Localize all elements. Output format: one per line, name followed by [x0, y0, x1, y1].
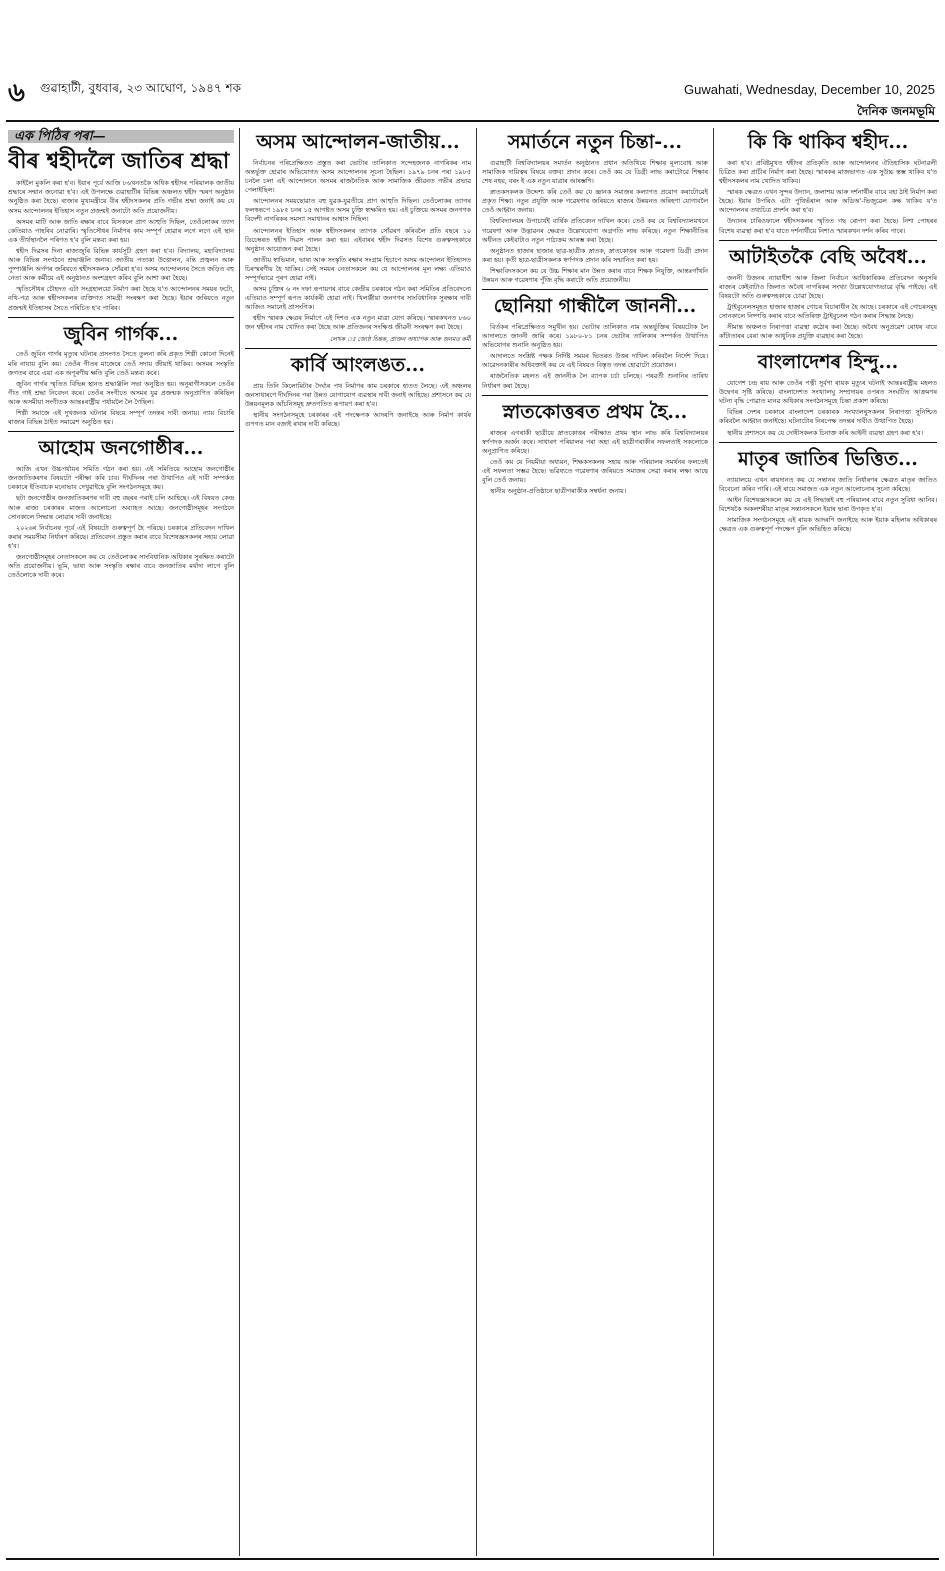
page-number: ৬ [8, 78, 25, 108]
paragraph: গুৱাহাটী বিশ্ববিদ্যালয়ৰ সমাৰ্তন অনুষ্ঠানত প্ৰধান অতিথিয়ে শিক্ষাৰ মূল্যবোধ আৰু সামাজিক দায়িত্বৰ বিষয়ে বক্তব্য প্ৰদান কৰে। তেওঁ কয় যে ডিগ্ৰী লাভ কৰাটোৱে শিক্ষাৰ শেষ নহয়, বৰং ই এক নতুন যাত্ৰাৰ আৰম্ভণি। [482, 158, 708, 186]
column-divider [476, 128, 477, 1556]
article-zubeen-garg [8, 350, 234, 427]
author-byline: লেখক ঃ জ্যেষ্ঠ চিন্তক, প্ৰাক্তন অধ্যাপক আৰু জনমত কৰ্মী [330, 335, 471, 343]
headline-most-illegal: আটাইতকৈ বেছি অবৈধ... [729, 245, 927, 268]
paragraph: তেওঁ জুবিন গাৰ্গৰ মৃত্যুৰ ঘটনাৰ প্ৰসংগত সৈতে তুলনা কৰি প্ৰকৃত শিল্পী কোনো দিনেই মৰি নাযায় বুলি কয়। তেওঁৰ গীতৰ মাজেৰে তেওঁ সদায় জীয়াই থাকিব। অসমৰ সংস্কৃতি জগতৰ বাবে এয়া এক অপূৰণীয় ক্ষতি বুলি তেওঁ মন্তব্য কৰে। [8, 350, 234, 377]
paragraph: কৰা হ'ব। প্ৰবিষ্টমুখত শ্বহীদৰ প্ৰতিকৃতি আৰু আন্দোলনৰ ঐতিহাসিক ঘটনাৱলী চিত্ৰিত কৰা প্ৰাচীৰ নিৰ্মাণ কৰা হৈছে। স্মাৰকৰ মাজভাগত এক সুউচ্চ স্তম্ভ থাকিব য'ত শ্বহীদসকলৰ নাম খোদিত থাকিব। [719, 158, 937, 186]
article-assam-movement [245, 159, 471, 333]
headline-convocation: সমাৰ্তনে নতুন চিন্তা-... [507, 131, 683, 153]
headline-assam-movement: অসম আন্দোলন-জাতীয়... [256, 131, 460, 153]
paragraph: আইন বিশেষজ্ঞসকলে কয় যে এই সিদ্ধান্তই বহু পৰিয়ালৰ বাবে নতুন সুবিধা আনিব। বিশেষকৈ অকলশৰীয়া মাতৃৰ সন্তানসকলে ইয়াৰ দ্বাৰা উপকৃত হ'ব। [719, 495, 937, 513]
paragraph: জনগোষ্ঠীসমূহৰ নেতাসকলে কয় যে তেওঁলোকৰ সাংবিধানিক অধিকাৰ সুৰক্ষিত কৰাটো অতি প্ৰয়োজনীয়। ভূমি, ভাষা আৰু সংস্কৃতি ৰক্ষাৰ বাবে জনজাতিৰ মৰ্যাদা লাগে বুলি তেওঁলোকে দাবী কৰে। [8, 552, 234, 580]
article-mothers-caste [719, 476, 937, 535]
paragraph: উদ্যানৰ চাৰিওফালে শ্বহীদসকলৰ স্মৃতিত গছ ৰোপণ কৰা হৈছে। নিশা পোহৰৰ বিশেষ ব্যৱস্থা কৰা হ'ব যাতে দৰ্শনাৰ্থীয়ে নিশাও স্মাৰকখন দৰ্শন কৰিব পাৰে। [719, 217, 937, 235]
article-postgraduate-first [482, 429, 708, 497]
paragraph: নিৰ্বাচনৰ পৰিপ্ৰেক্ষিতত প্ৰস্তুত কৰা ভোটাৰ তালিকাত সন্দেহজনক নাগৰিকৰ নাম অন্তৰ্ভুক্ত হোৱাৰ অভিযোগত অসম আন্দোলনৰ সূচনা হৈছিল। ১৯৭৯ চনৰ পৰা ১৯৮৫ চনলৈ চলা এই আন্দোলনে অসমৰ ৰাজনৈতিক আৰু সামাজিক জীৱনত গভীৰ প্ৰভাৱ পেলাইছিল। [245, 158, 471, 195]
paragraph: অনুষ্ঠানত হাজাৰ হাজাৰ ছাত্ৰ-ছাত্ৰীক স্নাতক, স্নাতকোত্তৰ আৰু গৱেষণা ডিগ্ৰী প্ৰদান কৰা হয়। কৃতী ছাত্ৰ-ছাত্ৰীসকলক স্বৰ্ণপদক প্ৰদান কৰি সন্মানিত কৰা হয়। [482, 246, 708, 264]
header-rule [6, 120, 939, 122]
paragraph: শিল্পী সমাজে এই দুখজনক ঘটনাৰ বিষয়ে সম্পূৰ্ণ তদন্তৰ দাবী জনায়। ন্যায় বিচাৰি ৰাজ্যৰ বিভিন্ন ঠাইত সমাৱেশ অনুষ্ঠিত হয়। [8, 409, 234, 427]
paragraph: স্নাতকসকলক উদ্দেশ্য কৰি তেওঁ কয় যে জ্ঞানক সমাজৰ কল্যাণত প্ৰয়োগ কৰাটোৱেই প্ৰকৃত শিক্ষা। নতুন প্ৰযুক্তি আৰু গৱেষণাৰ জৰিয়তে ৰাজ্যৰ উন্নয়নত অৰিহণা যোগাবলৈ তেওঁ আহ্বান জনায়। [482, 188, 708, 215]
paragraph: তেওঁ কয় যে নিয়মীয়া অধ্যয়ন, শিক্ষকসকলৰ সহায় আৰু পৰিয়ালৰ সমৰ্থনৰ ফলতেই এই সফলতা সম্ভৱ হৈছে। ভৱিষ্যতে গৱেষণাৰ জৰিয়তে সমাজৰ সেৱা কৰাৰ লক্ষ্য আছে বুলি তেওঁ জনায়। [482, 457, 708, 485]
article-martyr-memorial-features [719, 159, 937, 236]
paragraph: অসমৰ মাটি আৰু জাতি ৰক্ষাৰ বাবে যিসকলে প্ৰাণ আহুতি দিছিল, তেওঁলোকৰ ত্যাগ কেতিয়াও পাহৰিব নোৱাৰি। স্মৃতিসৌধৰ নিৰ্মাণৰ কাম সম্পূৰ্ণ হোৱাৰ লগে লগে এই স্থান এক তীৰ্থস্থানলৈ পৰিণত হ'ব বুলি মন্তব্য কৰা হয়। [8, 217, 234, 244]
paragraph: বিশ্ববিদ্যালয়ৰ উপাচাৰ্যই বাৰ্ষিক প্ৰতিবেদন দাখিল কৰে। তেওঁ কয় যে বিশ্ববিদ্যালয়খনে গৱেষণা আৰু উদ্ভাৱনৰ ক্ষেত্ৰত উল্লেখযোগ্য অগ্ৰগতি লাভ কৰিছে। নতুন শিক্ষানীতিৰ অধীনত কেইবাটাও নতুন পাঠ্যক্ৰম আৰম্ভ কৰা হৈছে। [482, 217, 708, 244]
paragraph: আজি এখন উচ্চপৰ্যায়ৰ সমিতি গঠন কৰা হয়। এই সমিতিয়ে আহোম জনগোষ্ঠীৰ জনজাতিকৰণৰ বিষয়টো পৰীক্ষা কৰি চাব। দীৰ্ঘদিনৰ পৰা উত্থাপিত এই দাবী সম্পৰ্কত চৰকাৰে ইতিবাচক মনোভাব দেখুৱাইছে বুলি সংগঠনসমূহে কয়। [8, 465, 234, 492]
dateline-english: Guwahati, Wednesday, December 10, 2025 [684, 82, 935, 97]
divider [719, 240, 937, 241]
paragraph: স্মৃতিসৌধৰ চৌহদত এটা সংগ্ৰহালয়ো নিৰ্মাণ কৰা হৈছে য'ত আন্দোলনৰ সময়ৰ ফটো, নথি-পত্ৰ আৰু শ্বহীদসকলৰ ব্যক্তিগত সামগ্ৰী সংৰক্ষণ কৰা হৈছে। ইয়াৰ জৰিয়তে নতুন প্ৰজন্মই ইতিহাসৰ সৈতে পৰিচিত হ'ব পাৰিব। [8, 285, 234, 312]
divider [8, 317, 234, 318]
headline-mothers-caste: মাতৃৰ জাতিৰ ভিত্তিত... [738, 447, 918, 470]
paragraph: স্মাৰক ক্ষেত্ৰত এখন সুন্দৰ উদ্যান, জলাশয় আৰু দৰ্শনাৰ্থীৰ বাবে বহা ঠাই নিৰ্মাণ কৰা হৈছে। ইয়াৰ উপৰিও এটা পুথিভঁৰাল আৰু অডিঅ'-ভিজুৱেল কক্ষ থাকিব য'ত আন্দোলনৰ তথ্যচিত্ৰ প্ৰদৰ্শন কৰা হ'ব। [719, 188, 937, 215]
headline-martyrs-tribute: বীৰ শ্বহীদলৈ জাতিৰ শ্ৰদ্ধা [8, 148, 230, 175]
paragraph: প্ৰায় তিনি কিলোমিটাৰ দৈৰ্ঘ্যৰ পথ নিৰ্মাণৰ কাম চৰকাৰে হাতত লৈছে। এই অঞ্চলৰ জনসাধাৰণে দীৰ্ঘদিনৰ পৰা উন্নত যোগাযোগ ব্যৱস্থাৰ দাবী জনাই আহিছে। প্ৰশাসনে কয় যে উন্নয়নমূলক আঁচনিসমূহ দ্ৰুতগতিত ৰূপায়ণ কৰা হ'ব। [245, 381, 471, 408]
divider [8, 431, 234, 432]
article-karbi-anglong [245, 382, 471, 429]
divider [719, 442, 937, 443]
paragraph: সামাজিক সংগঠনসমূহে এই ৰায়ক আদৰণি জনাইছে আৰু ইয়াক মহিলাৰ অধিকাৰৰ ক্ষেত্ৰত এক গুৰুত্বপূৰ্ণ পদক্ষেপ বুলি অভিহিত কৰিছে। [719, 515, 937, 533]
headline-bangladesh-hindus: বাংলাদেশৰ হিন্দু... [757, 351, 899, 374]
column-1 [8, 126, 234, 1554]
headline-karbi-anglong: কাৰ্বি আংলঙত... [291, 353, 425, 376]
footer-rule [6, 1558, 939, 1560]
paragraph: ৰাজনৈতিক মহলত এই জাননীক লৈ ব্যাপক চৰ্চা চলিছে। পৰৱৰ্তী শুনানিৰ তাৰিখ নিৰ্ধাৰণ কৰা হৈছে। [482, 372, 708, 390]
divider [482, 395, 708, 396]
paragraph: কাইলৈ মুকলি কৰা হ'ব। ইয়াৰ পূৰ্বে আজি ৮৬খনতকৈ অধিক শ্বহীদৰ পৰিয়ালক জাতীয় শ্ৰদ্ধাৰে সন্মান জনোৱা হ'ব। এই উপলক্ষে গুৱাহাটীৰ বিভিন্ন অঞ্চলত শ্বহীদ স্মৰণ অনুষ্ঠান অনুষ্ঠিত কৰা হৈছে। ৰাজ্যৰ মুখ্যমন্ত্ৰীয়ে বীৰ শ্বহীদসকলৰ প্ৰতি গভীৰ শ্ৰদ্ধা জনাই কয় যে অসম আন্দোলনৰ ইতিহাস নতুন প্ৰজন্মই জনাটো অতি প্ৰয়োজনীয়। [8, 179, 234, 215]
divider [245, 348, 471, 349]
continued-label: এক পিঠিৰ পৰা— [8, 130, 234, 143]
divider [482, 289, 708, 290]
column-divider [239, 128, 240, 1556]
paragraph: জুবিন গাৰ্গৰ স্মৃতিত বিভিন্ন স্থানত শ্ৰদ্ধাঞ্জলি সভা অনুষ্ঠিত হয়। অনুৰাগীসকলে তেওঁৰ গীত গাই শ্ৰদ্ধা নিবেদন কৰে। তেওঁৰ সংগীতে অসমৰ যুৱ প্ৰজন্মক অনুপ্ৰাণিত কৰিছিল আৰু অসমীয়া সংগীতক আন্তঃৰাষ্ট্ৰীয় পৰ্যায়লৈ লৈ গৈছিল। [8, 379, 234, 406]
paragraph: স্থানীয় প্ৰশাসনে কয় যে দোষীসকলক চিনাক্ত কৰি আইনী ব্যৱস্থা গ্ৰহণ কৰা হ'ব। [727, 428, 924, 437]
paragraph: বিভিন্ন দেশৰ চৰকাৰে বাংলাদেশ চৰকাৰক সংখ্যালঘুসকলৰ নিৰাপত্তা সুনিশ্চিত কৰিবলৈ আহ্বান জনাইছে। ঘটনাটোৰ নিৰপেক্ষ তদন্তৰ দাবীও উত্থাপিত হৈছে। [719, 408, 937, 426]
paragraph: শিক্ষাবিদসকলে কয় যে উচ্চ শিক্ষাৰ মান উন্নত কৰাৰ বাবে শিক্ষক নিযুক্তি, আন্তঃগাঁথনি উন্নয়ন আৰু গৱেষণাৰ পুঁজি বৃদ্ধি কৰাটো অতি প্ৰয়োজনীয়। [482, 266, 708, 285]
paragraph: শ্বহীদ দিৱসৰ দিনা ৰাজ্যজুৰি বিভিন্ন কাৰ্যসূচী গ্ৰহণ কৰা হ'ব। বিদ্যালয়, মহাবিদ্যালয় আৰু বিভিন্ন সংগঠনে শ্ৰদ্ধাঞ্জলি জনাব। জাতীয় পতাকা উত্তোলন, বন্তি প্ৰজ্বলন আৰু পুষ্পাঞ্জলি অৰ্পণৰ জৰিয়তে শ্বহীদসকলক সোঁৱৰা হ'ব। অসম আন্দোলনৰ সৈতে জড়িত বহু নেতা আৰু কৰ্মীয়ে এই অনুষ্ঠানত অংশগ্ৰহণ কৰিব বুলি আশা কৰা হৈছে। [8, 246, 234, 283]
column-divider [713, 128, 714, 1556]
paragraph: আদালতে সংশ্লিষ্ট পক্ষক নিৰ্দিষ্ট সময়ৰ ভিতৰত উত্তৰ দাখিল কৰিবলৈ নিৰ্দেশ দিয়ে। আৱেদনকাৰীৰ অধিবক্তাই কয় যে এই বিষয়ত বিস্তৃত তদন্ত হোৱাটো প্ৰয়োজন। [482, 352, 708, 370]
paragraph: জননী উজনৰ ন্যায়াধীশ আৰু জিলা নিৰ্বাচন আধিকাৰিকৰ প্ৰতিবেদন অনুসৰি ৰাজ্যৰ কেইবাটাও জিলাত অবৈধ নাগৰিকৰ সংখ্যা উল্লেখযোগ্যভাৱে বৃদ্ধি পাইছে। এই বিষয়টো অতি গুৰুত্বসহকাৰে চোৱা হৈছে। [719, 273, 937, 300]
divider [719, 345, 937, 346]
column-3 [482, 126, 708, 1554]
paragraph: ৰাজ্যৰ এগৰাকী ছাত্ৰীয়ে স্নাতকোত্তৰ পৰীক্ষাত প্ৰথম স্থান লাভ কৰি বিশ্ববিদ্যালয়ৰ স্বৰ্ণপদক অৰ্জন কৰে। সাধাৰণ পৰিয়ালৰ পৰা অহা এই ছাত্ৰীগৰাকীৰ সফলতাই সকলোকে অনুপ্ৰাণিত কৰিছে। [482, 428, 708, 455]
article-most-illegal [719, 274, 937, 342]
paragraph: ট্ৰাইবুনেলসমূহত হাজাৰ হাজাৰ গোচৰ বিচাৰাধীন হৈ আছে। চৰকাৰে এই গোচৰসমূহ সোনকালে নিষ্পত্তি কৰাৰ বাবে অতিৰিক্ত ট্ৰাইবুনেল গঠন কৰাৰ সিদ্ধান্ত লৈছে। [719, 302, 937, 320]
paragraph: শ্বহীদ স্মাৰক ক্ষেত্ৰৰ নিৰ্মাণে এই দিশত এক নতুন মাত্ৰা যোগ কৰিছে। স্মাৰকখনত ৮৬০ জন শ্বহীদৰ নাম খোদিত কৰা হৈছে আৰু প্ৰতিজনৰ সংক্ষিপ্ত জীৱনী সংৰক্ষণ কৰা হৈছে। [245, 314, 471, 332]
paragraph: বিৰ্তকৰ পৰিপ্ৰেক্ষিতত সমুখীন হয়। ভোটাৰ তালিকাত নাম অন্তৰ্ভুক্তিৰ বিষয়টোক লৈ আদালতে জাননী জাৰি কৰে। ১৯৮০-৮১ চনৰ ভোটাৰ তালিকাৰ সম্পৰ্কত উত্থাপিত অভিযোগৰ শুনানি অনুষ্ঠিত হয়। [482, 323, 708, 350]
paragraph: আন্দোলনৰ সময়ছোৱাত বহু যুৱক-যুৱতীয়ে প্ৰাণ আহুতি দিছিল। তেওঁলোকৰ ত্যাগৰ ফলস্বৰূপে ১৯৮৫ চনৰ ১৫ আগষ্টত অসম চুক্তি স্বাক্ষৰিত হয়। এই চুক্তিয়ে অসমৰ জনগণক বিদেশী নাগৰিকৰ সমস্যা সমাধানৰ আশ্বাস দিছিল। [245, 197, 471, 224]
headline-sonia-gandhi-notice: ছোনিয়া গান্ধীলৈ জাননী... [493, 295, 697, 318]
paragraph: ২০২৬ৰ নিৰ্বাচনৰ পূৰ্বে এই বিষয়টো গুৰুত্বপূৰ্ণ হৈ পৰিছে। চৰকাৰে প্ৰতিবেদন দাখিল কৰাৰ সময়সীমা নিৰ্ধাৰণ কৰিছে। প্ৰতিবেদন প্ৰস্তুত কৰাৰ বাবে বিশেষজ্ঞসকলৰ সহায় লোৱা হ'ব। [8, 523, 234, 550]
column-4 [719, 126, 937, 1554]
article-ahom-community [8, 465, 234, 580]
article-bangladesh-hindus [719, 379, 937, 438]
headline-postgraduate-first: স্নাতকোত্তৰত প্ৰথম হৈ... [502, 400, 688, 423]
paragraph: ন্যায়ালয়ে এখন ৰায়দানত কয় যে সন্তানৰ জাতি নিৰ্ধাৰণৰ ক্ষেত্ৰত মাতৃৰ জাতিও বিবেচনা কৰিব পাৰি। এই ৰায়ে সমাজত এক নতুন আলোচনাৰ সূচনা কৰিছে। [719, 475, 937, 493]
article-sonia-gandhi-notice [482, 323, 708, 391]
newspaper-name: দৈনিক জনমভূমি [857, 104, 935, 118]
paragraph: যোগেশ চন্দ্ৰ ৰায় আৰু তেওঁৰ পত্নী সুৰ্বণা ৰায়ক মৃত্যুৰ ঘটনাই আন্তঃৰাষ্ট্ৰীয় মহলত উদ্বেগৰ সৃষ্টি কৰিছে। বাংলাদেশত সংখ্যালঘু সম্প্ৰদায়ৰ ওপৰত সংঘটিত আক্ৰমণৰ ঘটনা বৃদ্ধি পোৱাত মানৱ অধিকাৰ সংগঠনসমূহে চিন্তা প্ৰকাশ কৰিছে। [719, 379, 937, 406]
headline-martyr-memorial-features: কি কি থাকিব শ্বহীদ... [747, 131, 909, 153]
paragraph: জাতীয় স্বাভিমান, ভাষা আৰু সংস্কৃতি ৰক্ষাৰ সংগ্ৰাম হিচাপে অসম আন্দোলন ইতিহাসত চিৰস্মৰণীয় হৈ থাকিব। সেই সময়ৰ নেতাসকলে কয় যে আন্দোলনৰ মূল লক্ষ্য এতিয়াও সম্পূৰ্ণভাৱে পূৰণ হোৱা নাই। [245, 255, 471, 283]
article-convocation [482, 159, 708, 285]
headline-zubeen-garg: জুবিন গাৰ্গক... [63, 322, 179, 345]
dateline-assamese: গুৱাহাটী, বুধবাৰ, ২৩ আঘোণ, ১৯৪৭ শক [40, 81, 241, 95]
paragraph: সীমান্ত অঞ্চলত নিৰাপত্তা ব্যৱস্থা কঠোৰ কৰা হৈছে। অবৈধ অনুপ্ৰৱেশ ৰোধৰ বাবে কাঁটাতাৰৰ বেৰা আৰু আধুনিক প্ৰযুক্তি ব্যৱহাৰ কৰা হৈছে। [719, 323, 937, 341]
paragraph: স্থানীয় সংগঠনসমূহে চৰকাৰৰ এই পদক্ষেপক আদৰণি জনাইছে আৰু নিৰ্মাণ কাৰ্যৰ গুণগত মান বজাই ৰখাৰ দাবী কৰিছে। [245, 410, 471, 428]
masthead [0, 0, 945, 120]
column-2 [245, 126, 471, 1554]
article-martyrs-tribute [8, 179, 234, 312]
headline-ahom-community: আহোম জনগোষ্ঠীৰ... [38, 437, 204, 460]
paragraph: আন্দোলনৰ ইতিহাস আৰু শ্বহীদসকলৰ ত্যাগক সোঁৱৰণ কৰিবলৈ প্ৰতি বছৰে ১০ ডিচেম্বৰত শ্বহীদ দিৱস পালন কৰা হয়। এইবাৰৰ শ্বহীদ দিৱসত বিশেষ গুৰুত্বসহকাৰে অনুষ্ঠান আয়োজন কৰা হৈছে। [245, 226, 471, 253]
paragraph: স্থানীয় অনুষ্ঠান-প্ৰতিষ্ঠানে ছাত্ৰীগৰাকীক সম্বৰ্ধনা জনায়। [490, 487, 627, 496]
paragraph: ছটা জনগোষ্ঠীৰ জনজাতিকৰণৰ দাবী বহু বছৰৰ পৰাই চলি আহিছে। এই বিষয়ত কেন্দ্ৰ আৰু ৰাজ্য চৰকাৰৰ মাজত আলোচনা অব্যাহত আছে। জনগোষ্ঠীসমূহৰ সংগঠনে সোনকালে সিদ্ধান্ত লোৱাৰ দাবী জনাইছে। [8, 494, 234, 521]
paragraph: অসম চুক্তিৰ ৬ নং দফা ৰূপায়ণৰ বাবে কেন্দ্ৰীয় চৰকাৰে গঠন কৰা সমিতিৰ প্ৰতিবেদনো এতিয়াও সম্পূৰ্ণ ৰূপত কাৰ্যকৰী হোৱা নাই। খিলঞ্জীয়া জনগণৰ সাংবিধানিক সুৰক্ষাৰ দাবী আজিও সমানেই প্ৰাসংগিক। [245, 285, 471, 312]
